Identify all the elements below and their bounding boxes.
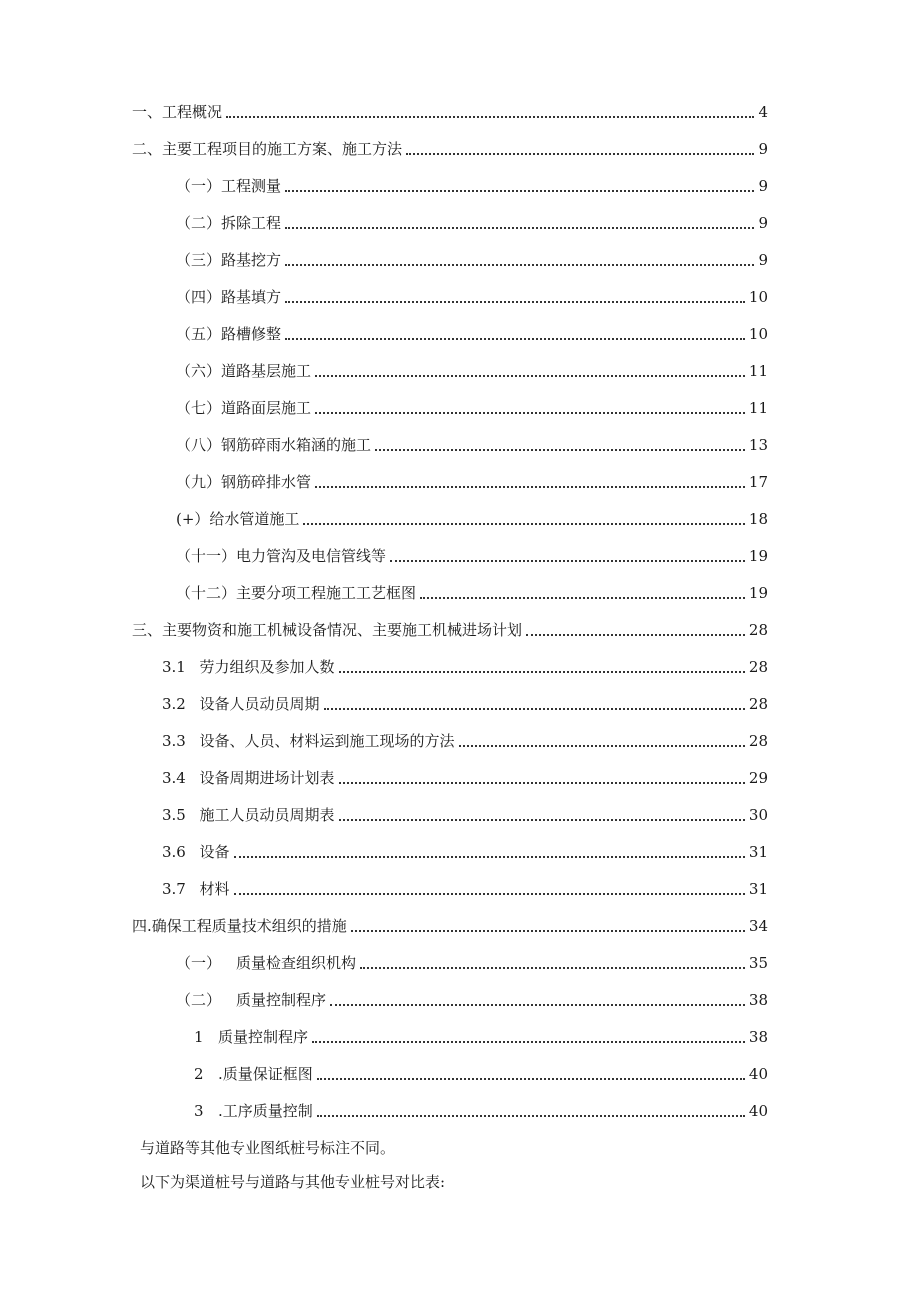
toc-page-number: 28: [748, 621, 768, 639]
toc-entry[interactable]: [194, 1019, 768, 1047]
toc-page-number: 35: [748, 954, 768, 972]
toc-entry-label: 3.2 设备人员动员周期: [162, 695, 320, 713]
toc-entry-label: 3.1 劳力组织及参加人数: [162, 658, 335, 676]
toc-entry[interactable]: [176, 242, 768, 270]
toc-page-number: 11: [748, 362, 768, 380]
toc-entry-number: 3: [194, 1102, 204, 1120]
toc-entry[interactable]: [162, 723, 768, 751]
toc-entry-label: （一）工程测量: [176, 177, 282, 195]
toc-leader: [285, 337, 745, 340]
toc-entry[interactable]: [132, 612, 768, 640]
toc-entry-number: 2: [194, 1065, 204, 1083]
toc-entry-number: 3.5: [162, 806, 186, 824]
toc-entry-label: 3.6 设备: [162, 843, 230, 861]
toc-leader: [339, 781, 745, 784]
toc-page-number: 17: [748, 473, 768, 491]
toc-entry[interactable]: [176, 501, 768, 529]
body-paragraph: 与道路等其他专业图纸桩号标注不同。: [140, 1139, 396, 1157]
toc-entry-label: （五）路槽修整: [176, 325, 282, 343]
toc-entry-label: （十一）电力管沟及电信管线等: [176, 547, 387, 565]
toc-entry[interactable]: [132, 908, 768, 936]
toc-entry[interactable]: [176, 316, 768, 344]
toc-leader: [315, 374, 745, 377]
toc-leader: [339, 818, 745, 821]
toc-page-number: 9: [758, 140, 768, 158]
toc-entry[interactable]: [194, 1093, 768, 1121]
toc-page-number: 18: [748, 510, 768, 528]
toc-entry-number: （二）: [176, 991, 222, 1009]
toc-leader: [390, 559, 745, 562]
toc-leader: [234, 892, 745, 895]
toc-leader: [303, 522, 744, 525]
toc-entry-number: 3.1: [162, 658, 186, 676]
toc-entry-label: 3.4 设备周期进场计划表: [162, 769, 335, 787]
toc-leader: [285, 189, 754, 192]
toc-leader: [285, 226, 754, 229]
toc-entry-label: 四.确保工程质量技术组织的措施: [132, 917, 347, 935]
toc-entry[interactable]: [176, 427, 768, 455]
toc-entry-number: 3.6: [162, 843, 186, 861]
toc-entry-label: 3 .工序质量控制: [194, 1102, 313, 1120]
toc-entry-label: 3.3 设备、人员、材料运到施工现场的方法: [162, 732, 455, 750]
toc-entry-label: （七）道路面层施工: [176, 399, 312, 417]
toc-page-number: 34: [748, 917, 768, 935]
toc-leader: [351, 929, 745, 932]
toc-page-number: 28: [748, 732, 768, 750]
toc-entry-number: 3.4: [162, 769, 186, 787]
toc-entry-number: 1: [194, 1028, 204, 1046]
toc-page-number: 9: [758, 177, 768, 195]
toc-entry-label: （六）道路基层施工: [176, 362, 312, 380]
toc-entry[interactable]: [176, 390, 768, 418]
toc-leader: [285, 300, 745, 303]
toc-entry[interactable]: [176, 945, 768, 973]
toc-entry[interactable]: [162, 834, 768, 862]
toc-entry[interactable]: [176, 982, 768, 1010]
toc-leader: [315, 485, 745, 488]
toc-leader: [234, 855, 745, 858]
toc-entry-label: （四）路基填方: [176, 288, 282, 306]
toc-entry-label: 二、主要工程项目的施工方案、施工方法: [132, 140, 403, 158]
toc-page-number: 31: [748, 880, 768, 898]
toc-entry[interactable]: [132, 94, 768, 122]
toc-leader: [226, 115, 754, 118]
toc-leader: [324, 707, 745, 710]
toc-page-number: 38: [748, 1028, 768, 1046]
toc-page-number: 19: [748, 547, 768, 565]
toc-entry-number: 3.3: [162, 732, 186, 750]
toc-entry-label: （三）路基挖方: [176, 251, 282, 269]
toc-page-number: 9: [758, 214, 768, 232]
toc-page-number: 13: [748, 436, 768, 454]
toc-page-number: 10: [748, 288, 768, 306]
toc-entry-label: （一） 质量检查组织机构: [176, 954, 357, 972]
toc-leader: [360, 966, 745, 969]
toc-entry-label: 一、工程概况: [132, 103, 223, 121]
toc-entry[interactable]: [176, 538, 768, 566]
toc-entry-label: （二） 质量控制程序: [176, 991, 327, 1009]
toc-page-number: 10: [748, 325, 768, 343]
toc-entry[interactable]: [176, 575, 768, 603]
toc-leader: [375, 448, 745, 451]
toc-page-number: 30: [748, 806, 768, 824]
toc-entry-number: 3.2: [162, 695, 186, 713]
toc-leader: [317, 1114, 745, 1117]
toc-entry-label: （九）钢筋碎排水管: [176, 473, 312, 491]
toc-entry[interactable]: [132, 131, 768, 159]
toc-entry[interactable]: [194, 1056, 768, 1084]
toc-entry[interactable]: [162, 649, 768, 677]
toc-leader: [285, 263, 754, 266]
toc-entry-label: （八）钢筋碎雨水箱涵的施工: [176, 436, 372, 454]
toc-page-number: 31: [748, 843, 768, 861]
toc-leader: [317, 1077, 745, 1080]
toc-entry-label: 1 质量控制程序: [194, 1028, 309, 1046]
toc-entry-label: (+）给水管道施工: [176, 510, 300, 528]
toc-entry-label: 三、主要物资和施工机械设备情况、主要施工机械进场计划: [132, 621, 523, 639]
toc-entry[interactable]: [176, 464, 768, 492]
toc-page-number: 4: [758, 103, 768, 121]
toc-page-number: 28: [748, 695, 768, 713]
toc-entry-label: 3.5 施工人员动员周期表: [162, 806, 335, 824]
toc-page-number: 29: [748, 769, 768, 787]
toc-leader: [315, 411, 745, 414]
toc-entry[interactable]: [162, 686, 768, 714]
toc-entry[interactable]: [162, 871, 768, 899]
toc-page-number: 28: [748, 658, 768, 676]
toc-page-number: 38: [748, 991, 768, 1009]
toc-entry-label: 3.7 材料: [162, 880, 230, 898]
toc-leader: [526, 633, 745, 636]
toc-entry[interactable]: [176, 168, 768, 196]
toc-entry[interactable]: [176, 353, 768, 381]
toc-leader: [330, 1003, 745, 1006]
toc-entry[interactable]: [162, 760, 768, 788]
toc-entry-label: 2 .质量保证框图: [194, 1065, 313, 1083]
toc-leader: [312, 1040, 745, 1043]
toc-leader: [406, 152, 754, 155]
toc-leader: [459, 744, 745, 747]
toc-entry-number: （一）: [176, 954, 222, 972]
body-paragraph: 以下为渠道桩号与道路与其他专业桩号对比表:: [140, 1173, 446, 1191]
toc-entry[interactable]: [162, 797, 768, 825]
toc-page-number: 40: [748, 1065, 768, 1083]
toc-page-number: 40: [748, 1102, 768, 1120]
toc-entry[interactable]: [176, 279, 768, 307]
toc-leader: [339, 670, 745, 673]
toc-entry-label: （二）拆除工程: [176, 214, 282, 232]
toc-entry-label: （十二）主要分项工程施工工艺框图: [176, 584, 417, 602]
toc-entry[interactable]: [176, 205, 768, 233]
toc-leader: [420, 596, 745, 599]
toc-page-number: 9: [758, 251, 768, 269]
toc-page-number: 19: [748, 584, 768, 602]
toc-entry-number: 3.7: [162, 880, 186, 898]
toc-page-number: 11: [748, 399, 768, 417]
